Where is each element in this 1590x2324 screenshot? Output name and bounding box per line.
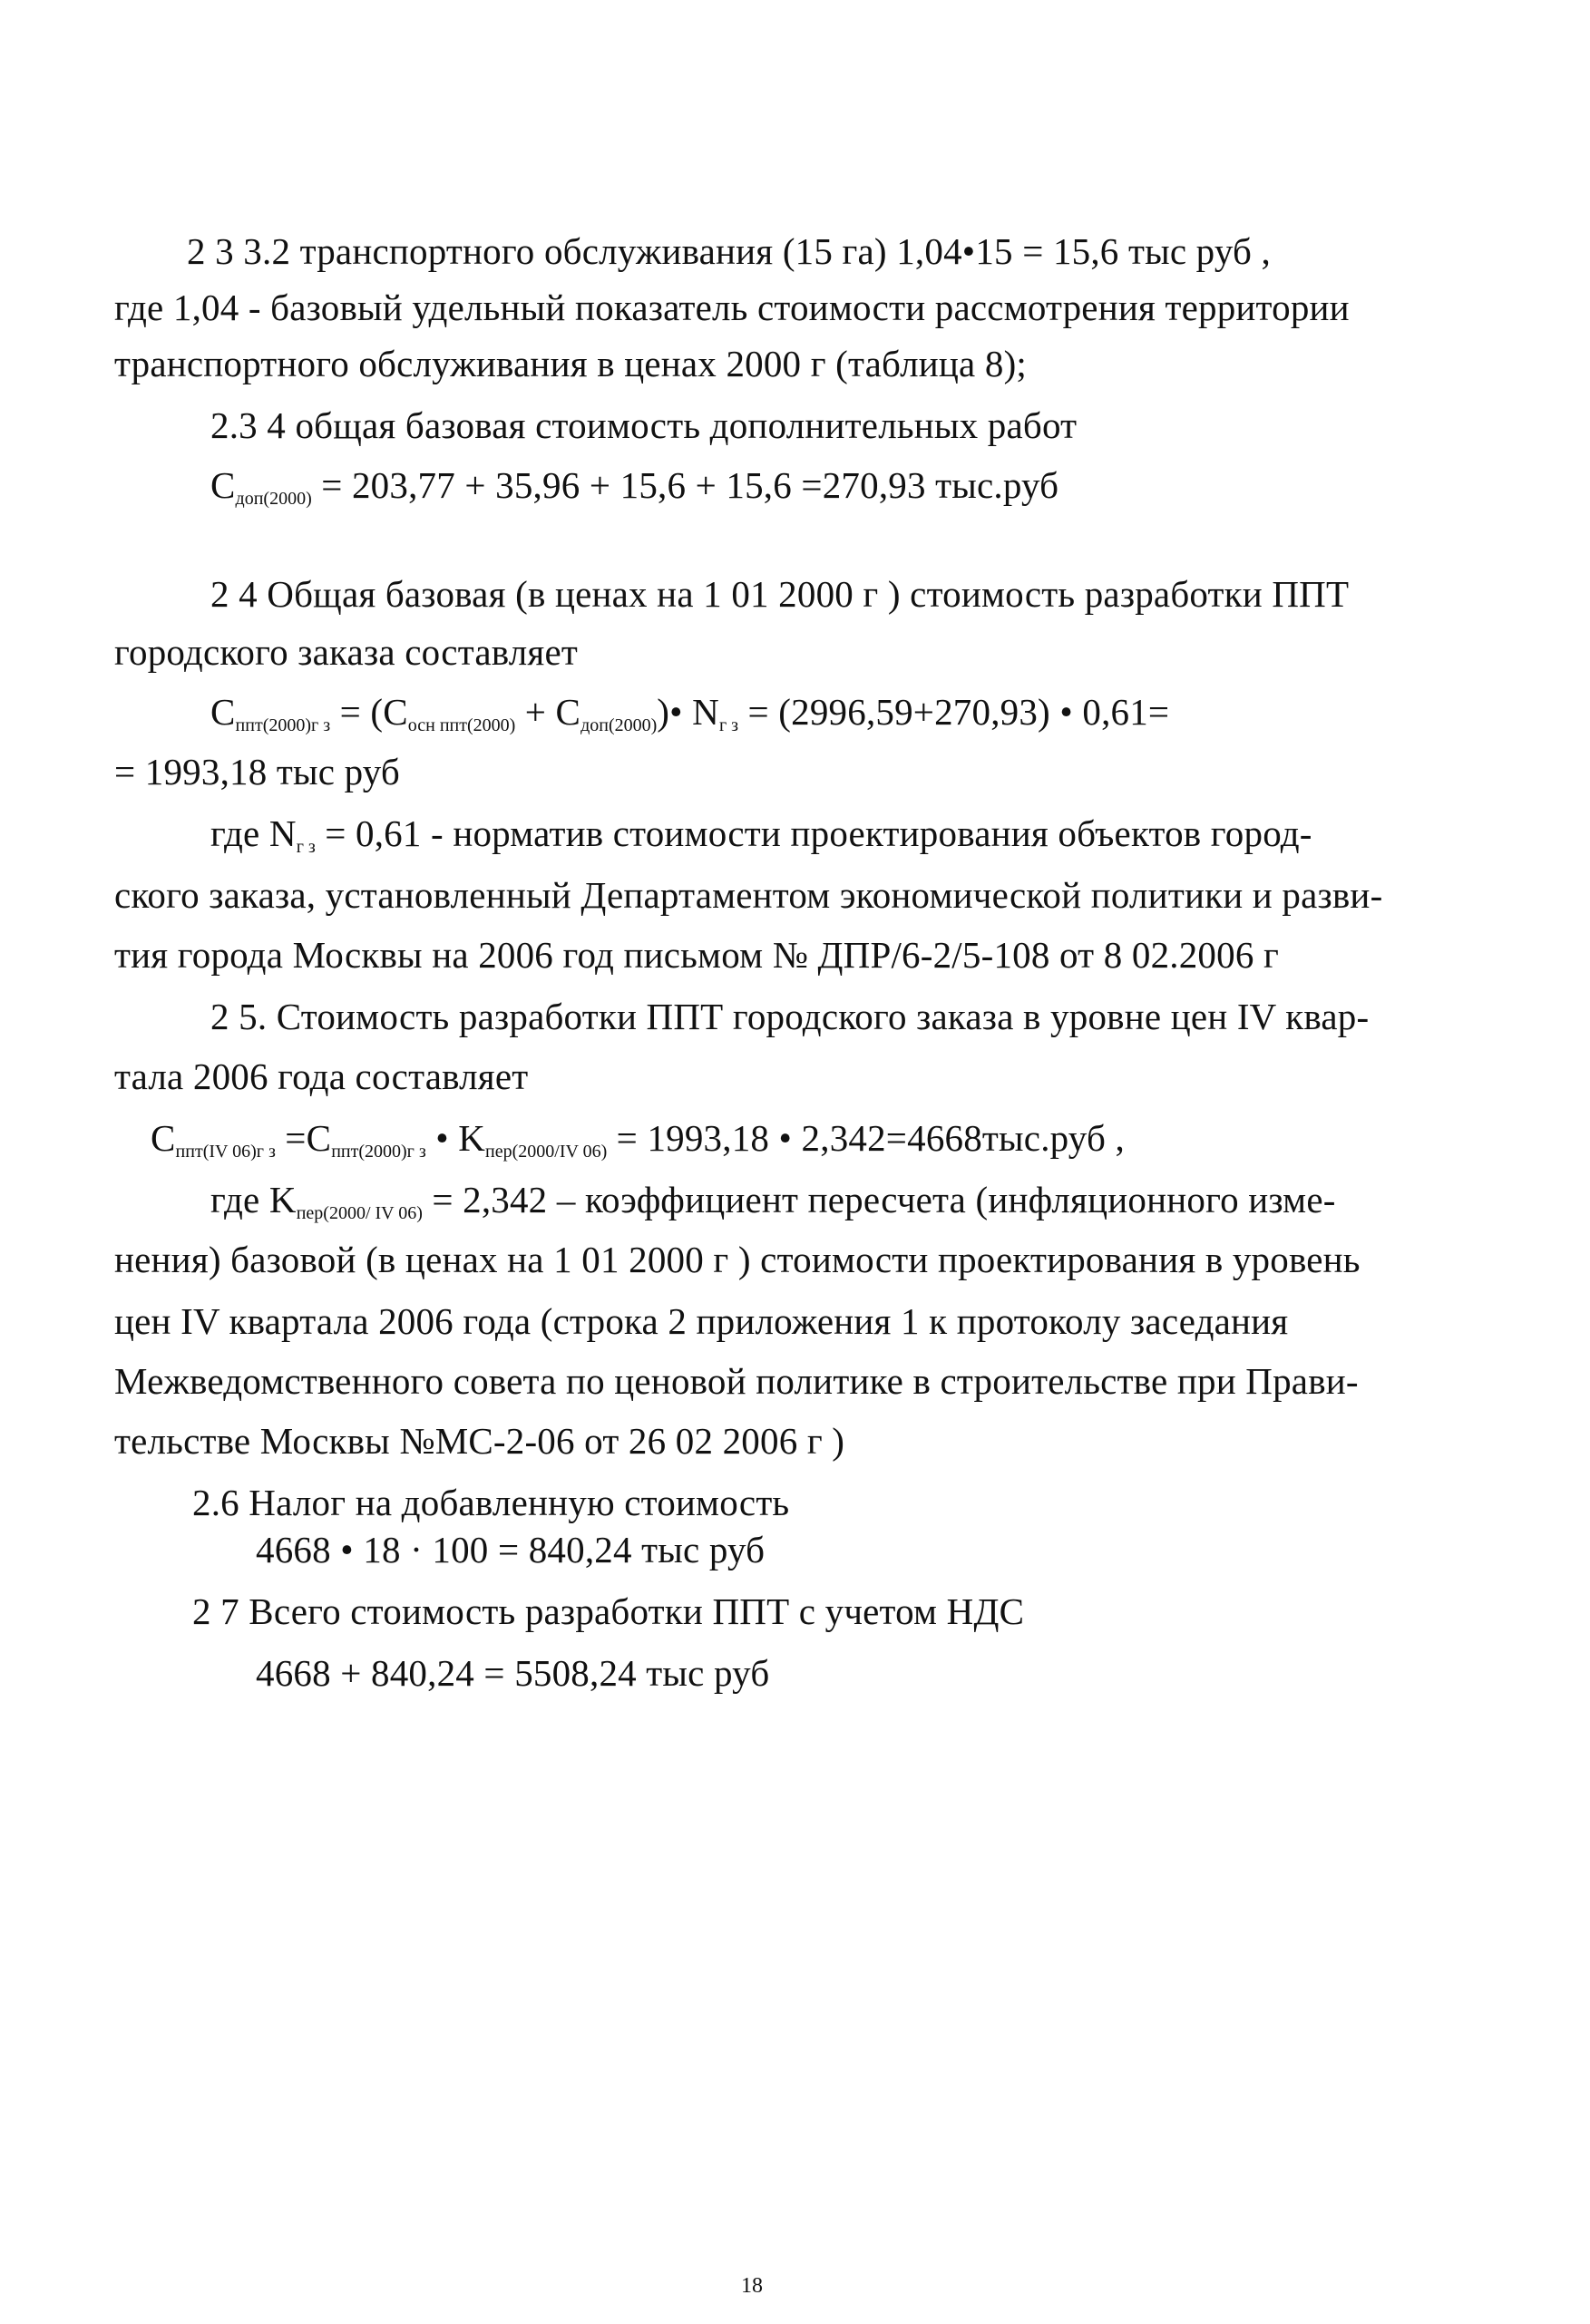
line-text: 2.3 4 общая базовая стоимость дополнительных работ — [210, 404, 1078, 446]
line-text: где 1,04 - базовый удельный показатель стоимости рассмотрения территории — [114, 287, 1350, 328]
formula-text: = 1993,18 • 2,342=4668тыс.руб , — [607, 1117, 1125, 1159]
formula-text: )• N — [657, 691, 719, 733]
text-line — [114, 1298, 1288, 1344]
line-text: 2 5. Стоимость разработки ППТ городского заказа в уровне цен IV квар- — [210, 996, 1370, 1037]
subscript: г з — [718, 715, 739, 735]
text-line — [256, 1527, 765, 1572]
line-text: транспортного обслуживания в ценах 2000 г (таблица 8); — [114, 343, 1028, 384]
text-line — [256, 1650, 769, 1696]
formula-text: C — [151, 1117, 176, 1159]
text-line — [210, 462, 1058, 521]
text-line — [114, 1237, 1361, 1282]
text-line — [192, 1589, 1024, 1634]
text-line — [114, 1054, 528, 1099]
line-text: 4668 + 840,24 = 5508,24 тыс руб — [256, 1652, 770, 1694]
text-line — [210, 403, 1077, 448]
line-text: цен IV квартала 2006 года (строка 2 приложения 1 к протоколу заседания — [114, 1300, 1289, 1342]
text-line — [114, 749, 400, 794]
text-line — [210, 811, 1312, 870]
page-number: 18 — [741, 2274, 763, 2298]
formula-text: • K — [425, 1117, 486, 1159]
text-line — [114, 1358, 1359, 1404]
text-line — [114, 341, 1027, 386]
text-line — [114, 872, 1382, 918]
text-line — [210, 689, 1169, 748]
line-text: тия города Москвы на 2006 год письмом № ДПР/6-2/5-108 от 8 02.2006 г — [114, 934, 1279, 976]
subscript: доп(2000) — [235, 489, 312, 509]
text-line — [210, 1177, 1336, 1236]
formula-text: = 2,342 – коэффициент пересчета (инфляционного изме- — [422, 1179, 1336, 1220]
line-text: = 1993,18 тыс руб — [114, 751, 400, 792]
subscript: ппт(IV 06)г з — [175, 1142, 276, 1162]
line-text: 2 4 Общая базовая (в ценах на 1 01 2000 г ) стоимость разработки ППТ — [210, 573, 1350, 615]
line-text: нения) базовой (в ценах на 1 01 2000 г ) стоимости проектирования в уровень — [114, 1239, 1361, 1280]
text-line — [114, 932, 1279, 977]
line-text: C — [210, 464, 236, 506]
formula-text: = 203,77 + 35,96 + 15,6 + 15,6 =270,93 тыс.руб — [311, 464, 1059, 506]
text-line — [210, 994, 1369, 1039]
line-text: городского заказа составляет — [114, 631, 578, 673]
subscript: осн ппт(2000) — [407, 715, 516, 735]
subscript: пер(2000/ IV 06) — [296, 1203, 423, 1223]
line-text: тала 2006 года составляет — [114, 1055, 529, 1097]
text-line — [192, 1480, 789, 1525]
subscript: ппт(2000)г з — [331, 1142, 426, 1162]
line-text: тельстве Москвы №МС-2-06 от 26 02 2006 г ) — [114, 1420, 845, 1462]
text-line — [114, 1418, 844, 1463]
formula-text: + C — [515, 691, 581, 733]
formula-text: где N — [210, 812, 297, 854]
text-line — [114, 629, 578, 675]
line-text: ского заказа, установленный Департаментом экономической политики и разви- — [114, 874, 1383, 916]
formula-text: = (2996,59+270,93) • 0,61= — [738, 691, 1170, 733]
line-text: 2 3 3.2 транспортного обслуживания (15 га) 1,04•15 = 15,6 тыс руб , — [187, 230, 1271, 272]
line-text: Межведомственного совета по ценовой политике в строительстве при Прави- — [114, 1360, 1359, 1402]
line-text: 2.6 Налог на добавленную стоимость — [192, 1482, 790, 1523]
formula-text: = 0,61 - норматив стоимости проектирования объектов город- — [315, 812, 1312, 854]
text-line — [210, 571, 1349, 617]
line-text: 2 7 Всего стоимость разработки ППТ с учетом НДС — [192, 1590, 1025, 1632]
subscript: пер(2000/IV 06) — [485, 1142, 608, 1162]
text-line — [114, 285, 1350, 330]
text-line — [151, 1115, 1125, 1174]
formula-text: где K — [210, 1179, 297, 1220]
subscript: ппт(2000)г з — [235, 715, 331, 735]
formula-text: C — [210, 691, 236, 733]
formula-text: = (C — [330, 691, 408, 733]
text-line — [187, 229, 1271, 274]
subscript: г з — [296, 837, 316, 857]
subscript: доп(2000) — [580, 715, 658, 735]
formula-text: =C — [275, 1117, 332, 1159]
line-text: 4668 • 18 · 100 = 840,24 тыс руб — [256, 1529, 766, 1570]
